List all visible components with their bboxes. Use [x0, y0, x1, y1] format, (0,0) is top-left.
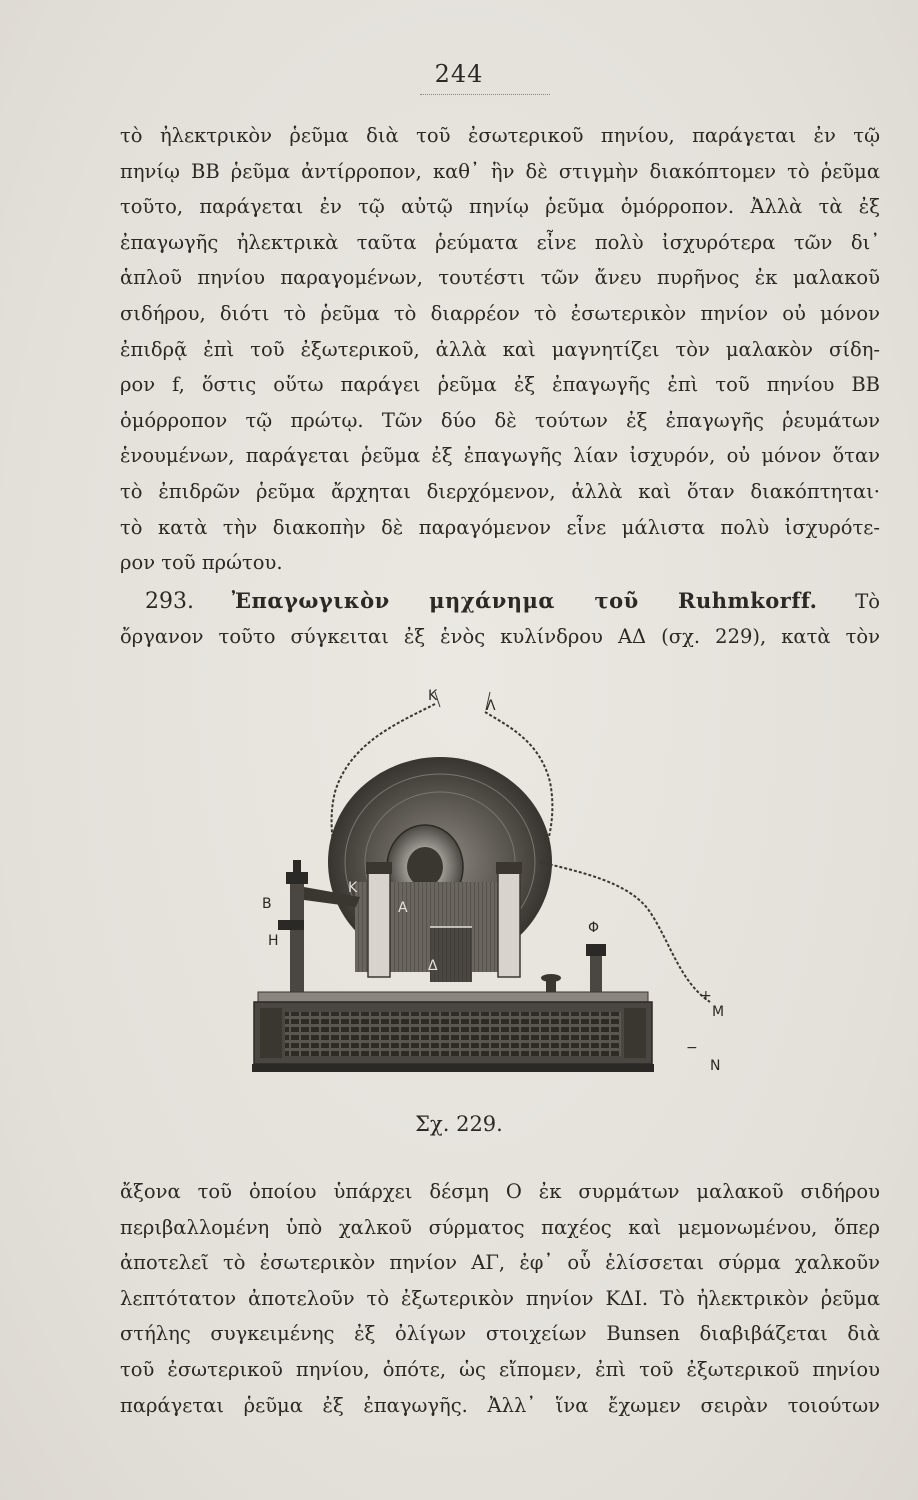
section-293	[120, 583, 880, 654]
text-line: ἁπλοῦ πηνίου παραγομένων, τουτέστι τῶν ἄνευ πυρῆνος ἐκ μαλακοῦ	[120, 266, 880, 290]
paragraph-bottom	[120, 1174, 880, 1423]
text-line: τὸ κατὰ τὴν διακοπὴν δὲ παραγόμενον εἶνε μάλιστα πολὺ ἰσχυρότε-	[120, 515, 880, 539]
figure-label: +	[700, 988, 712, 1004]
figure-label: N	[710, 1058, 721, 1074]
text-line: τοῦτο, παράγεται ἐν τῷ αὐτῷ πηνίῳ ῥεῦμα ὁμόρροπον. Ἀλλὰ τὰ ἐξ	[120, 195, 880, 219]
section-heading-line	[120, 583, 880, 619]
text-line: ρον f, ὅστις οὕτω παράγει ῥεῦμα ἐξ ἐπαγωγῆς ἐπὶ τοῦ πηνίου ΒΒ	[120, 373, 880, 397]
text-line: ἄξονα τοῦ ὁποίου ὑπάρχει δέσμη Ο ἐκ συρμάτων μαλακοῦ σιδήρου	[120, 1180, 880, 1203]
text-line: στήλης συγκειμένης ἐξ ὀλίγων στοιχείων Bunsen διαβιβάζεται διὰ	[120, 1322, 880, 1346]
figure-label: M	[712, 1004, 725, 1020]
figure-label: Α	[398, 900, 408, 916]
figure-ruhmkorff-coil	[250, 682, 750, 1082]
text-line: ἐπιδρᾷ ἐπὶ τοῦ ἐξωτερικοῦ, ἀλλὰ καὶ μαγνητίζει τὸν μαλακὸν σίδη-	[120, 337, 880, 361]
section-text-start: Τὸ	[855, 590, 880, 613]
ruhmkorff-coil-engraving	[250, 682, 750, 1082]
text-line: τοῦ ἐσωτερικοῦ πηνίου, ὁπότε, ὡς εἴπομεν, ἐπὶ τοῦ ἐξωτερικοῦ πηνίου	[120, 1357, 880, 1381]
text-line: παράγεται ῥεῦμα ἐξ ἐπαγωγῆς. Ἀλλ᾽ ἵνα ἔχωμεν σειρὰν τοιούτων	[120, 1393, 880, 1417]
figure-label: Δ	[428, 958, 438, 974]
text-line: τὸ ἠλεκτρικὸν ῥεῦμα διὰ τοῦ ἐσωτερικοῦ πηνίου, παράγεται ἐν τῷ	[120, 124, 880, 147]
header-rule	[420, 94, 550, 95]
text-line: ρον τοῦ πρώτου.	[120, 551, 283, 575]
text-line: ὄργανον τοῦτο σύγκειται ἐξ ἑνὸς κυλίνδρου ΑΔ (σχ. 229), κατὰ τὸν	[120, 624, 880, 648]
text-line: λεπτότατον ἀποτελοῦν τὸ ἐξωτερικὸν πηνίον ΚΔΙ. Τὸ ἠλεκτρικὸν ῥεῦμα	[120, 1286, 880, 1310]
text-line: ἐπαγωγῆς ἠλεκτρικὰ ταῦτα ῥεύματα εἶνε πολὺ ἰσχυρότερα τῶν δι᾽	[120, 230, 880, 254]
text-line: τὸ ἐπιδρῶν ῥεῦμα ἄρχηται διερχόμενον, ἀλλὰ καὶ ὅταν διακόπτηται·	[120, 479, 880, 503]
figure-label: Λ	[486, 698, 496, 714]
paragraph-top	[120, 118, 880, 581]
text-line: πηνίῳ ΒΒ ῥεῦμα ἀντίρροπον, καθ᾽ ἣν δὲ στιγμὴν διακόπτομεν τὸ ῥεῦμα	[120, 159, 880, 183]
text-line: ἀποτελεῖ τὸ ἐσωτερικὸν πηνίον ΑΓ, ἐφ᾽ οὗ ἑλίσσεται σύρμα χαλκοῦν	[120, 1251, 880, 1275]
figure-caption: Σχ. 229.	[415, 1112, 503, 1136]
figure-label: −	[686, 1040, 698, 1056]
section-number: 293.	[145, 589, 194, 614]
page-number: 244	[434, 60, 484, 88]
section-title: Ἐπαγωγικὸν μηχάνημα τοῦ Ruhmkorff.	[231, 588, 818, 613]
text-line: ἑνουμένων, παράγεται ῥεῦμα ἐξ ἐπαγωγῆς λίαν ἰσχυρόν, οὐ μόνον ὅταν	[120, 444, 880, 468]
figure-label: Κ	[348, 880, 358, 896]
text-line: περιβαλλομένη ὑπὸ χαλκοῦ σύρματος παχέος καὶ μεμονωμένου, ὅπερ	[120, 1215, 880, 1239]
figure-label: Β	[262, 896, 272, 912]
figure-label: Φ	[588, 920, 600, 936]
figure-label: Η	[268, 933, 279, 949]
figure-label: Κ	[428, 688, 438, 704]
text-line: σιδήρου, διότι τὸ ῥεῦμα τὸ διαρρέον τὸ ἐσωτερικὸν πηνίον οὐ μόνον	[120, 301, 880, 325]
text-line: ὁμόρροπον τῷ πρώτῳ. Τῶν δύο δὲ τούτων ἐξ ἐπαγωγῆς ῥευμάτων	[120, 408, 880, 432]
